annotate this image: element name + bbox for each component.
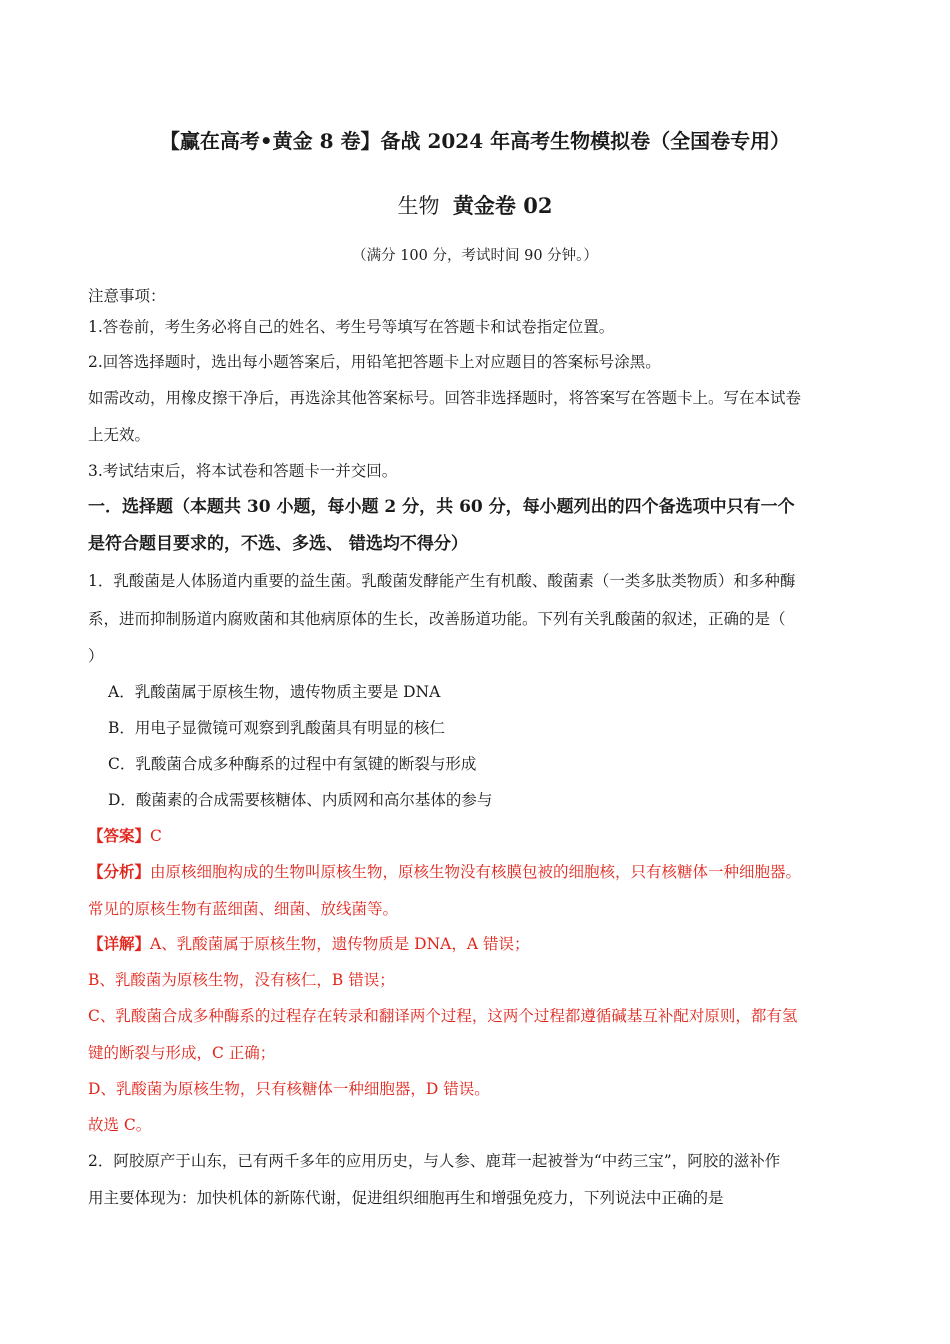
notice-heading: 注意事项：	[88, 287, 166, 305]
answer-tag: 【答案】	[88, 826, 151, 845]
option-a: A．乳酸菌属于原核生物，遗传物质主要是 DNA	[108, 683, 441, 701]
paper-subtitle	[0, 190, 950, 220]
detail-text: D、乳酸菌为原核生物，只有核糖体一种细胞器，D 错误。	[88, 1080, 490, 1098]
paper-name: 黄金卷 02	[452, 193, 553, 218]
analysis-text: 常见的原核生物有蓝细菌、细菌、放线菌等。	[88, 900, 399, 918]
question-2-stem: 用主要体现为：加快机体的新陈代谢，促进组织细胞再生和增强免疫力，下列说法中正确的是	[88, 1189, 724, 1207]
notice-item: 上无效。	[88, 426, 151, 444]
detail-text: B、乳酸菌为原核生物，没有核仁，B 错误；	[88, 971, 395, 989]
notice-item: 3.考试结束后，将本试卷和答题卡一并交回。	[88, 462, 398, 480]
exam-info: （满分 100 分，考试时间 90 分钟。）	[352, 248, 598, 264]
question-1-stem: ）	[88, 647, 104, 665]
analysis-tag: 【分析】	[88, 862, 151, 881]
option-d: D．酸菌素的合成需要核糖体、内质网和高尔基体的参与	[108, 791, 493, 809]
conclusion: 故选 C。	[88, 1116, 152, 1134]
section-heading: 一．选择题（本题共 30 小题，每小题 2 分，共 60 分，每小题列出的四个备选项中只有一个	[88, 497, 795, 517]
answer-value: C	[150, 827, 162, 845]
page-title: 【赢在高考•黄金 8 卷】备战 2024 年高考生物模拟卷（全国卷专用）	[159, 129, 791, 153]
detail-line	[88, 933, 529, 955]
question-2-stem: 2．阿胶原产于山东，已有两千多年的应用历史，与人参、鹿茸一起被誉为“中药三宝”，阿胶的滋补作	[88, 1152, 781, 1170]
analysis-line	[88, 861, 801, 883]
option-b: B．用电子显微镜可观察到乳酸菌具有明显的核仁	[108, 719, 445, 737]
detail-text: C、乳酸菌合成多种酶系的过程存在转录和翻译两个过程，这两个过程都遵循碱基互补配对原则，都有氢	[88, 1007, 798, 1025]
section-heading-cont: 是符合题目要求的，不选、多选、 错选均不得分）	[88, 534, 468, 554]
notice-item: 如需改动，用橡皮擦干净后，再选涂其他答案标号。回答非选择题时，将答案写在答题卡上。写在本试卷	[88, 389, 802, 407]
question-1-stem: 系，进而抑制肠道内腐败菌和其他病原体的生长，改善肠道功能。下列有关乳酸菌的叙述，正确的是（	[88, 610, 786, 628]
subject-label: 生物	[397, 194, 440, 218]
option-c: C．乳酸菌合成多种酶系的过程中有氢键的断裂与形成	[108, 755, 477, 773]
detail-tag: 【详解】	[88, 934, 151, 953]
question-1-stem: 1．乳酸菌是人体肠道内重要的益生菌。乳酸菌发酵能产生有机酸、酸菌素（一类多肽类物质）和多种酶	[88, 572, 796, 590]
notice-item: 1.答卷前，考生务必将自己的姓名、考生号等填写在答题卡和试卷指定位置。	[88, 318, 615, 336]
answer-line	[88, 825, 162, 847]
notice-item: 2.回答选择题时，选出每小题答案后，用铅笔把答题卡上对应题目的答案标号涂黑。	[88, 353, 661, 371]
analysis-text: 由原核细胞构成的生物叫原核生物，原核生物没有核膜包被的细胞核，只有核糖体一种细胞器。	[150, 863, 802, 881]
detail-text: 键的断裂与形成，C 正确；	[88, 1044, 276, 1062]
detail-text: A、乳酸菌属于原核生物，遗传物质是 DNA，A 错误；	[150, 935, 530, 953]
